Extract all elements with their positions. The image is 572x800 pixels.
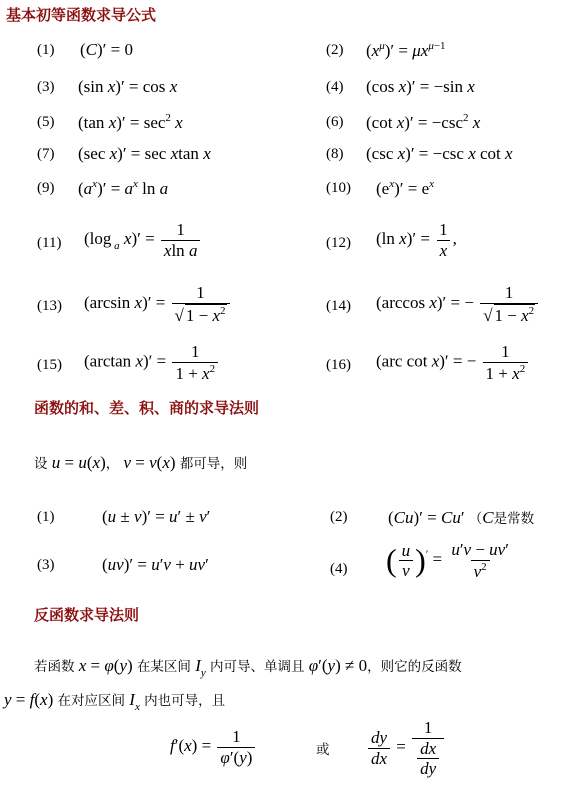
heading-basic-derivatives: 基本初等函数求导公式 (6, 6, 157, 24)
formula-number: (1) (37, 42, 55, 58)
formula-number: (11) (37, 235, 62, 251)
formula-arcsin: (arcsin x)′ = $\frac{1}{√ 1 - x^2}$ (84, 283, 232, 325)
formula-number: (13) (37, 298, 62, 314)
formula-number: (5) (37, 114, 55, 130)
formula-power: $(x^\mu)' = \mu x^{\mu-1}$ (366, 40, 446, 60)
formula-number: (10) (326, 180, 351, 196)
formula-sec: (sec x)′ = sec xtan x (78, 144, 211, 163)
inverse-premise: 若函数 x = φ(y) 在某区间 $I_y$ 内可导、单调且 φ′(y) ≠ 0，则它的反函数 (34, 656, 462, 679)
formula-cos: (cos x)′ = −sin x (366, 77, 475, 96)
rule-constant-multiple: (Cu)′ = Cu′ （C是常数 (388, 508, 535, 527)
formula-arccot: (arc cot x)′ = − $\frac{1}{1 + x^2}$ (376, 342, 530, 383)
formula-exponential-e: $(e^x)' = e^x$ (376, 178, 435, 198)
formula-number: (16) (326, 357, 351, 373)
formula-constant: (C)′ = 0 (80, 40, 133, 59)
rule-number: (1) (37, 509, 55, 525)
formula-number: (7) (37, 146, 55, 162)
formula-arctan: (arctan x)′ = $\frac{1}{1 + x^2}$ (84, 342, 220, 383)
inverse-leibniz-formula: $\frac{dy}{dx}$ = $\frac{1}{\frac{dx}{dy}}$ (366, 718, 446, 779)
rule-number: (3) (37, 557, 55, 573)
formula-number: (9) (37, 180, 55, 196)
formula-number: (2) (326, 42, 344, 58)
rule-quotient: ( $\frac{u}{v}$ )′ = $\frac{u'v - uv'}{v^2}$ (386, 540, 509, 581)
formula-number: (4) (326, 79, 344, 95)
formula-number: (6) (326, 114, 344, 130)
formula-sin: (sin x)′ = cos x (78, 77, 178, 96)
rule-number: (2) (330, 509, 348, 525)
rule-number: (4) (330, 561, 348, 577)
formula-cot: (cot $x)' = -\csc^2$ x (366, 112, 481, 132)
inverse-formula: f′(x) = $\frac{1}{\varphi'(y)}$ (170, 727, 257, 767)
formula-tan: (tan $x)' = \sec^2 x$ (78, 112, 183, 132)
heading-arithmetic-rules: 函数的和、差、积、商的求导法则 (34, 399, 260, 417)
rule-sum: (u ± v)′ = u′ ± v′ (102, 507, 211, 526)
formula-exponential-a: $(a^x)' = a^x$ ln a (78, 178, 169, 198)
formula-csc: (csc x)′ = −csc x cot x (366, 144, 513, 163)
or-text: 或 (316, 742, 330, 758)
rule-product: (uv)′ = u′v + uv′ (102, 555, 209, 574)
inverse-conclusion: y = f(x) 在对应区间 $I_x$ 内也可导，且 (4, 690, 226, 713)
heading-inverse-rule: 反函数求导法则 (34, 606, 140, 624)
formula-log: (log $_a$ x)′ = $\frac{1}{\text{xln a}}$ (84, 220, 202, 260)
formula-number: (8) (326, 146, 344, 162)
formula-ln: (ln x)′ = $\frac{1}{x}$ , (376, 220, 457, 260)
formula-number: (15) (37, 357, 62, 373)
formula-number: (14) (326, 298, 351, 314)
formula-number: (12) (326, 235, 351, 251)
rule-premise: 设 u = u(x)， v = v(x) 都可导，则 (34, 453, 248, 472)
formula-arccos: (arccos x)′ = − $\frac{1}{√ 1 - x^2}$ (376, 283, 540, 325)
formula-number: (3) (37, 79, 55, 95)
